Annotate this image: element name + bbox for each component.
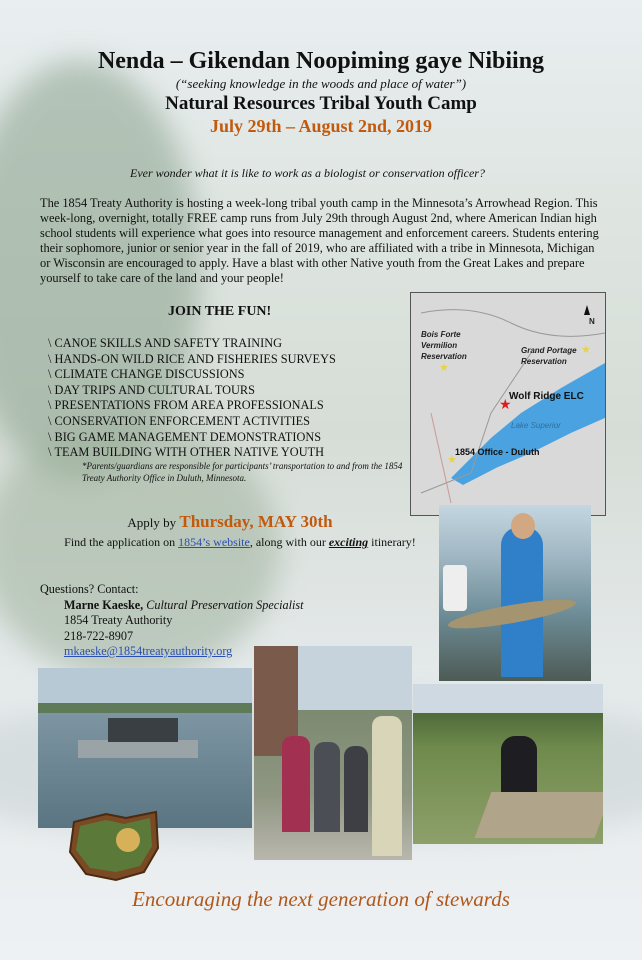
activity-list (48, 336, 336, 461)
contact-email-link[interactable]: mkaeske@1854treatyauthority.org (64, 644, 233, 658)
find-mid: , along with our (249, 535, 326, 549)
apply-deadline: Thursday, MAY 30th (179, 512, 333, 531)
map-label-office: 1854 Office - Duluth (455, 447, 540, 457)
camp-dates: July 29th – August 2nd, 2019 (209, 116, 433, 136)
logo-shape (66, 808, 162, 884)
photo-boat (38, 668, 252, 828)
transport-note: *Parents/guardians are responsible for participants’ transportation to and from the 1854 Treaty Authority Office in Duluth, Minnesota. (82, 461, 403, 483)
page-subtitle: (“seeking knowledge in the woods and place of water”) (175, 76, 467, 91)
activity-item: \ BIG GAME MANAGEMENT DEMONSTRATIONS (48, 430, 336, 446)
map-label-bois-forte: Bois Forte Vermilion Reservation (421, 330, 467, 361)
contact-name: Marne Kaeske, (64, 597, 144, 612)
camp-name: Natural Resources Tribal Youth Camp (165, 93, 477, 114)
region-map (410, 292, 606, 516)
find-prefix: Find the application on (64, 535, 176, 549)
find-suffix: itinerary! (371, 535, 416, 549)
map-label-wolf-ridge: Wolf Ridge ELC (509, 391, 584, 402)
activity-item: \ PRESENTATIONS FROM AREA PROFESSIONALS (48, 398, 336, 414)
activity-item: \ HANDS-ON WILD RICE AND FISHERIES SURVEYS (48, 352, 336, 368)
website-link[interactable]: 1854’s website (178, 535, 250, 549)
intro-paragraph: The 1854 Treaty Authority is hosting a week-long tribal youth camp in the Minnesota’s Arrowhead Region. This week-long, overnight, totally FREE camp runs from July 29th through August 2nd, where American Indian high school students will experience what goes into resource management and enforcement careers. Students entering their sophomore, junior or senior year in the fall of 2019, who are affiliated with a tribe in Minnesota, Michigan or Wisconsin are encouraged to apply. Have a blast with other Native youth from the Great Lakes and prepare yourself to take care of the land and your people! (40, 196, 599, 285)
activity-item: \ DAY TRIPS AND CULTURAL TOURS (48, 383, 336, 399)
contact-heading: Questions? Contact: (40, 582, 139, 596)
tagline: Encouraging the next generation of stewards (132, 887, 510, 911)
exciting-word: exciting (328, 535, 369, 549)
question-text: Ever wonder what it is like to work as a biologist or conservation officer? (130, 166, 485, 180)
activity-item: \ CANOE SKILLS AND SAFETY TRAINING (48, 336, 336, 352)
contact-phone: 218-722-8907 (64, 628, 134, 643)
activity-item: \ TEAM BUILDING WITH OTHER NATIVE YOUTH (48, 445, 336, 461)
reservation-star-icon: ★ (439, 362, 449, 374)
north-arrow-label: N (589, 317, 595, 326)
map-label-lake: Lake Superior (511, 421, 561, 430)
activity-item: \ CLIMATE CHANGE DISCUSSIONS (48, 367, 336, 383)
find-application-line (0, 535, 480, 550)
office-star-icon: ★ (447, 454, 457, 466)
join-heading: JOIN THE FUN! (168, 304, 272, 319)
photo-group (254, 646, 412, 860)
contact-role: Cultural Preservation Specialist (146, 597, 304, 612)
photo-fish (439, 505, 591, 681)
apply-prefix: Apply by (127, 515, 177, 530)
activity-item: \ CONSERVATION ENFORCEMENT ACTIVITIES (48, 414, 336, 430)
treaty-authority-logo (66, 808, 162, 884)
photo-wild-rice (413, 684, 603, 844)
reservation-star-icon: ★ (581, 344, 591, 356)
contact-org: 1854 Treaty Authority (64, 613, 173, 627)
map-label-grand-portage: Grand Portage Reservation (521, 346, 577, 366)
apply-line (0, 512, 460, 532)
wolf-ridge-star-icon: ★ (499, 398, 512, 413)
page-title: Nenda – Gikendan Noopiming gaye Nibiing (97, 48, 545, 74)
